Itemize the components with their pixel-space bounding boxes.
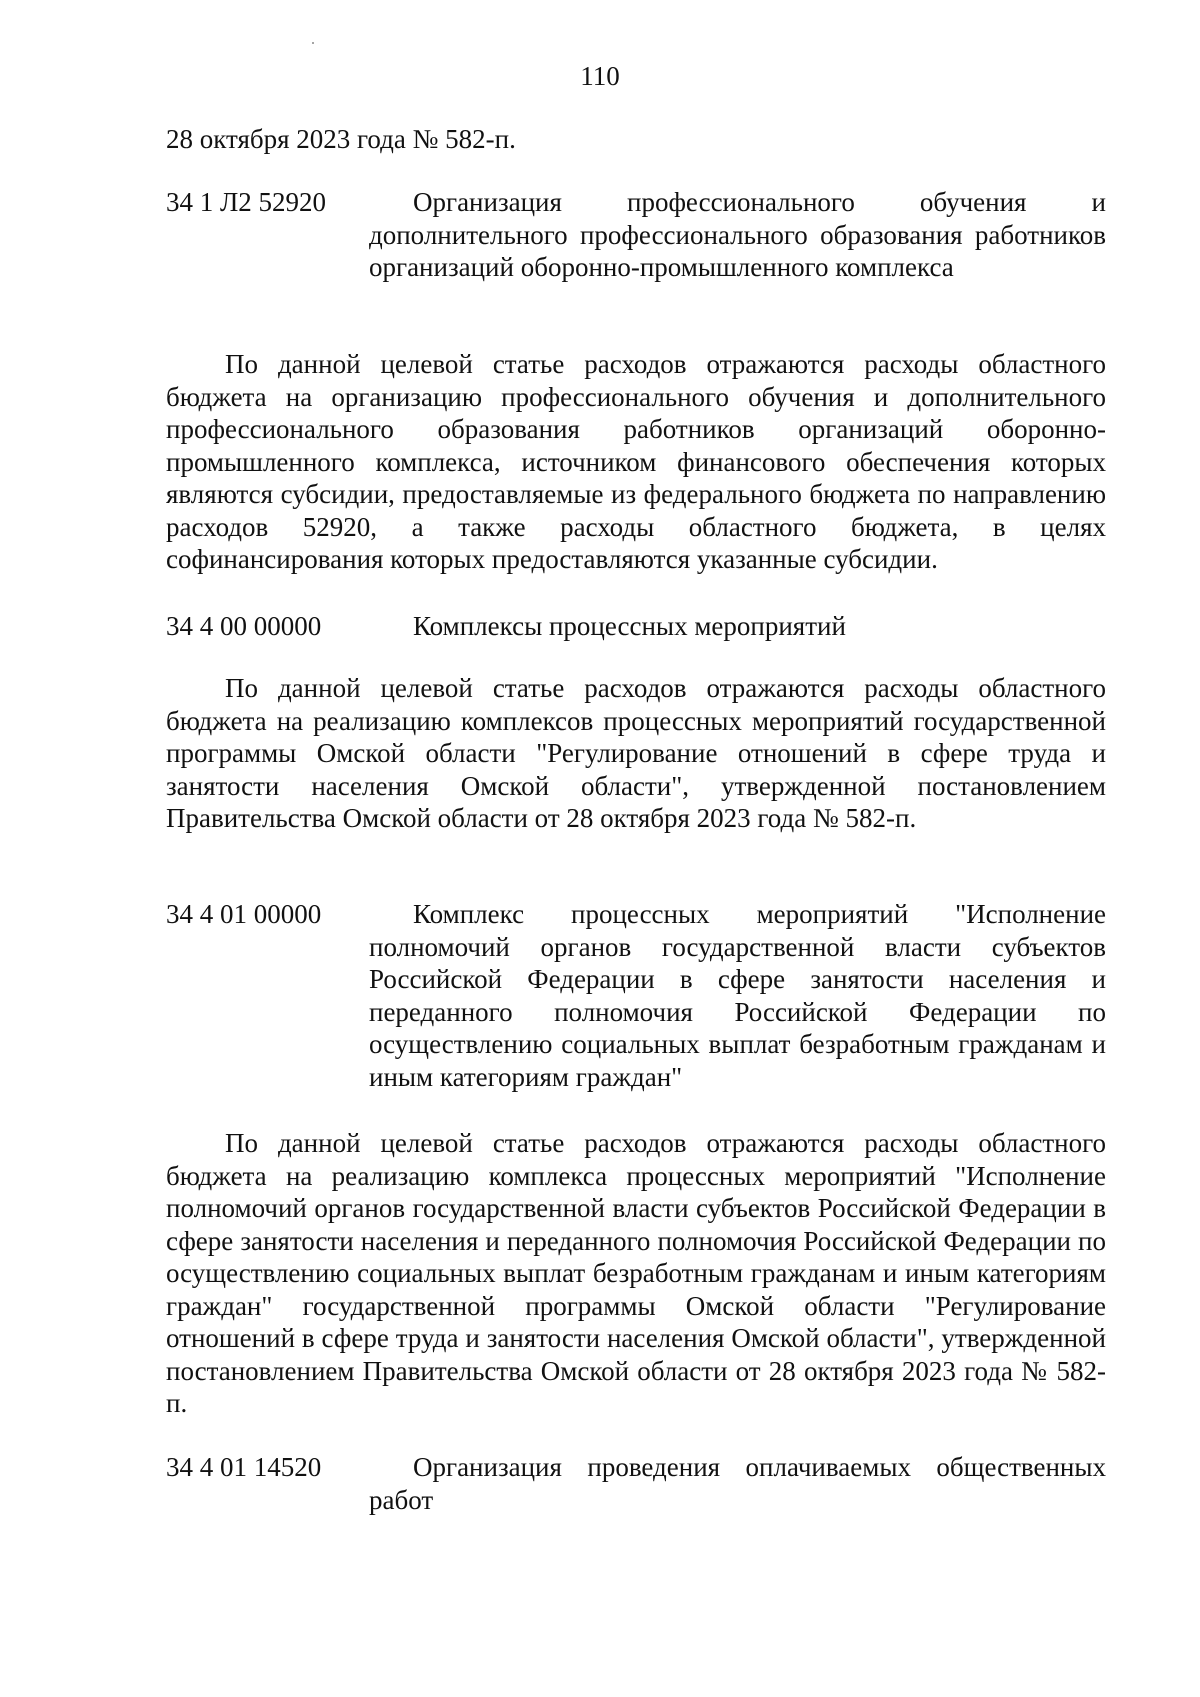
budget-code: 34 4 00 00000 — [166, 611, 322, 641]
budget-code: 34 4 01 14520 — [166, 1452, 322, 1482]
budget-code-title: Организация проведения оплачиваемых общественных работ — [369, 1452, 1106, 1515]
budget-code-entry — [166, 186, 1106, 284]
budget-code-title: Организация профессионального обучения и дополнительного профессионального образования работников организаций оборонно-промышленного комплекса — [369, 187, 1106, 282]
budget-code-title: Комплексы процессных мероприятий — [413, 611, 846, 641]
budget-code-entry — [166, 610, 1106, 643]
scan-speck — [312, 42, 314, 44]
budget-code: 34 4 01 00000 — [166, 899, 322, 929]
budget-code: 34 1 Л2 52920 — [166, 187, 327, 217]
continuation-line: 28 октября 2023 года № 582-п. — [166, 124, 516, 154]
description-paragraph: По данной целевой статье расходов отражаются расходы областного бюджета на реализацию комплексов процессных мероприятий государственной программы Омской области "Регулирование отношений в сфере труда и занятости населения Омской области", утвержденной постановлением Правительства Омской области от 28 октября 2023 года № 582-п. — [166, 673, 1106, 833]
budget-code-title: Комплекс процессных мероприятий "Исполнение полномочий органов государственной власти субъектов Российской Федерации в сфере занятости населения и переданного полномочия Российской Федерации по осуществлению социальных выплат безработным гражданам и иным категориям граждан" — [369, 899, 1106, 1092]
page-number: 110 — [580, 61, 620, 91]
description-paragraph: По данной целевой статье расходов отражаются расходы областного бюджета на реализацию комплекса процессных мероприятий "Исполнение полномочий органов государственной власти субъектов Российской Федерации в сфере занятости населения и переданного полномочия Российской Федерации по осуществлению социальных выплат безработным гражданам и иным категориям граждан" государственной программы Омской области "Регулирование отношений в сфере труда и занятости населения Омской области", утвержденной постановлением Правительства Омской области от 28 октября 2023 года № 582-п. — [166, 1128, 1106, 1418]
budget-code-entry — [166, 898, 1106, 1093]
description-paragraph: По данной целевой статье расходов отражаются расходы областного бюджета на организацию профессионального обучения и дополнительного профессионального образования работников организаций оборонно-промышленного комплекса, источником финансового обеспечения которых являются субсидии, предоставляемые из федерального бюджета по направлению расходов 52920, а также расходы областного бюджета, в целях софинансирования которых предоставляются указанные субсидии. — [166, 349, 1106, 574]
budget-code-entry — [166, 1451, 1106, 1516]
